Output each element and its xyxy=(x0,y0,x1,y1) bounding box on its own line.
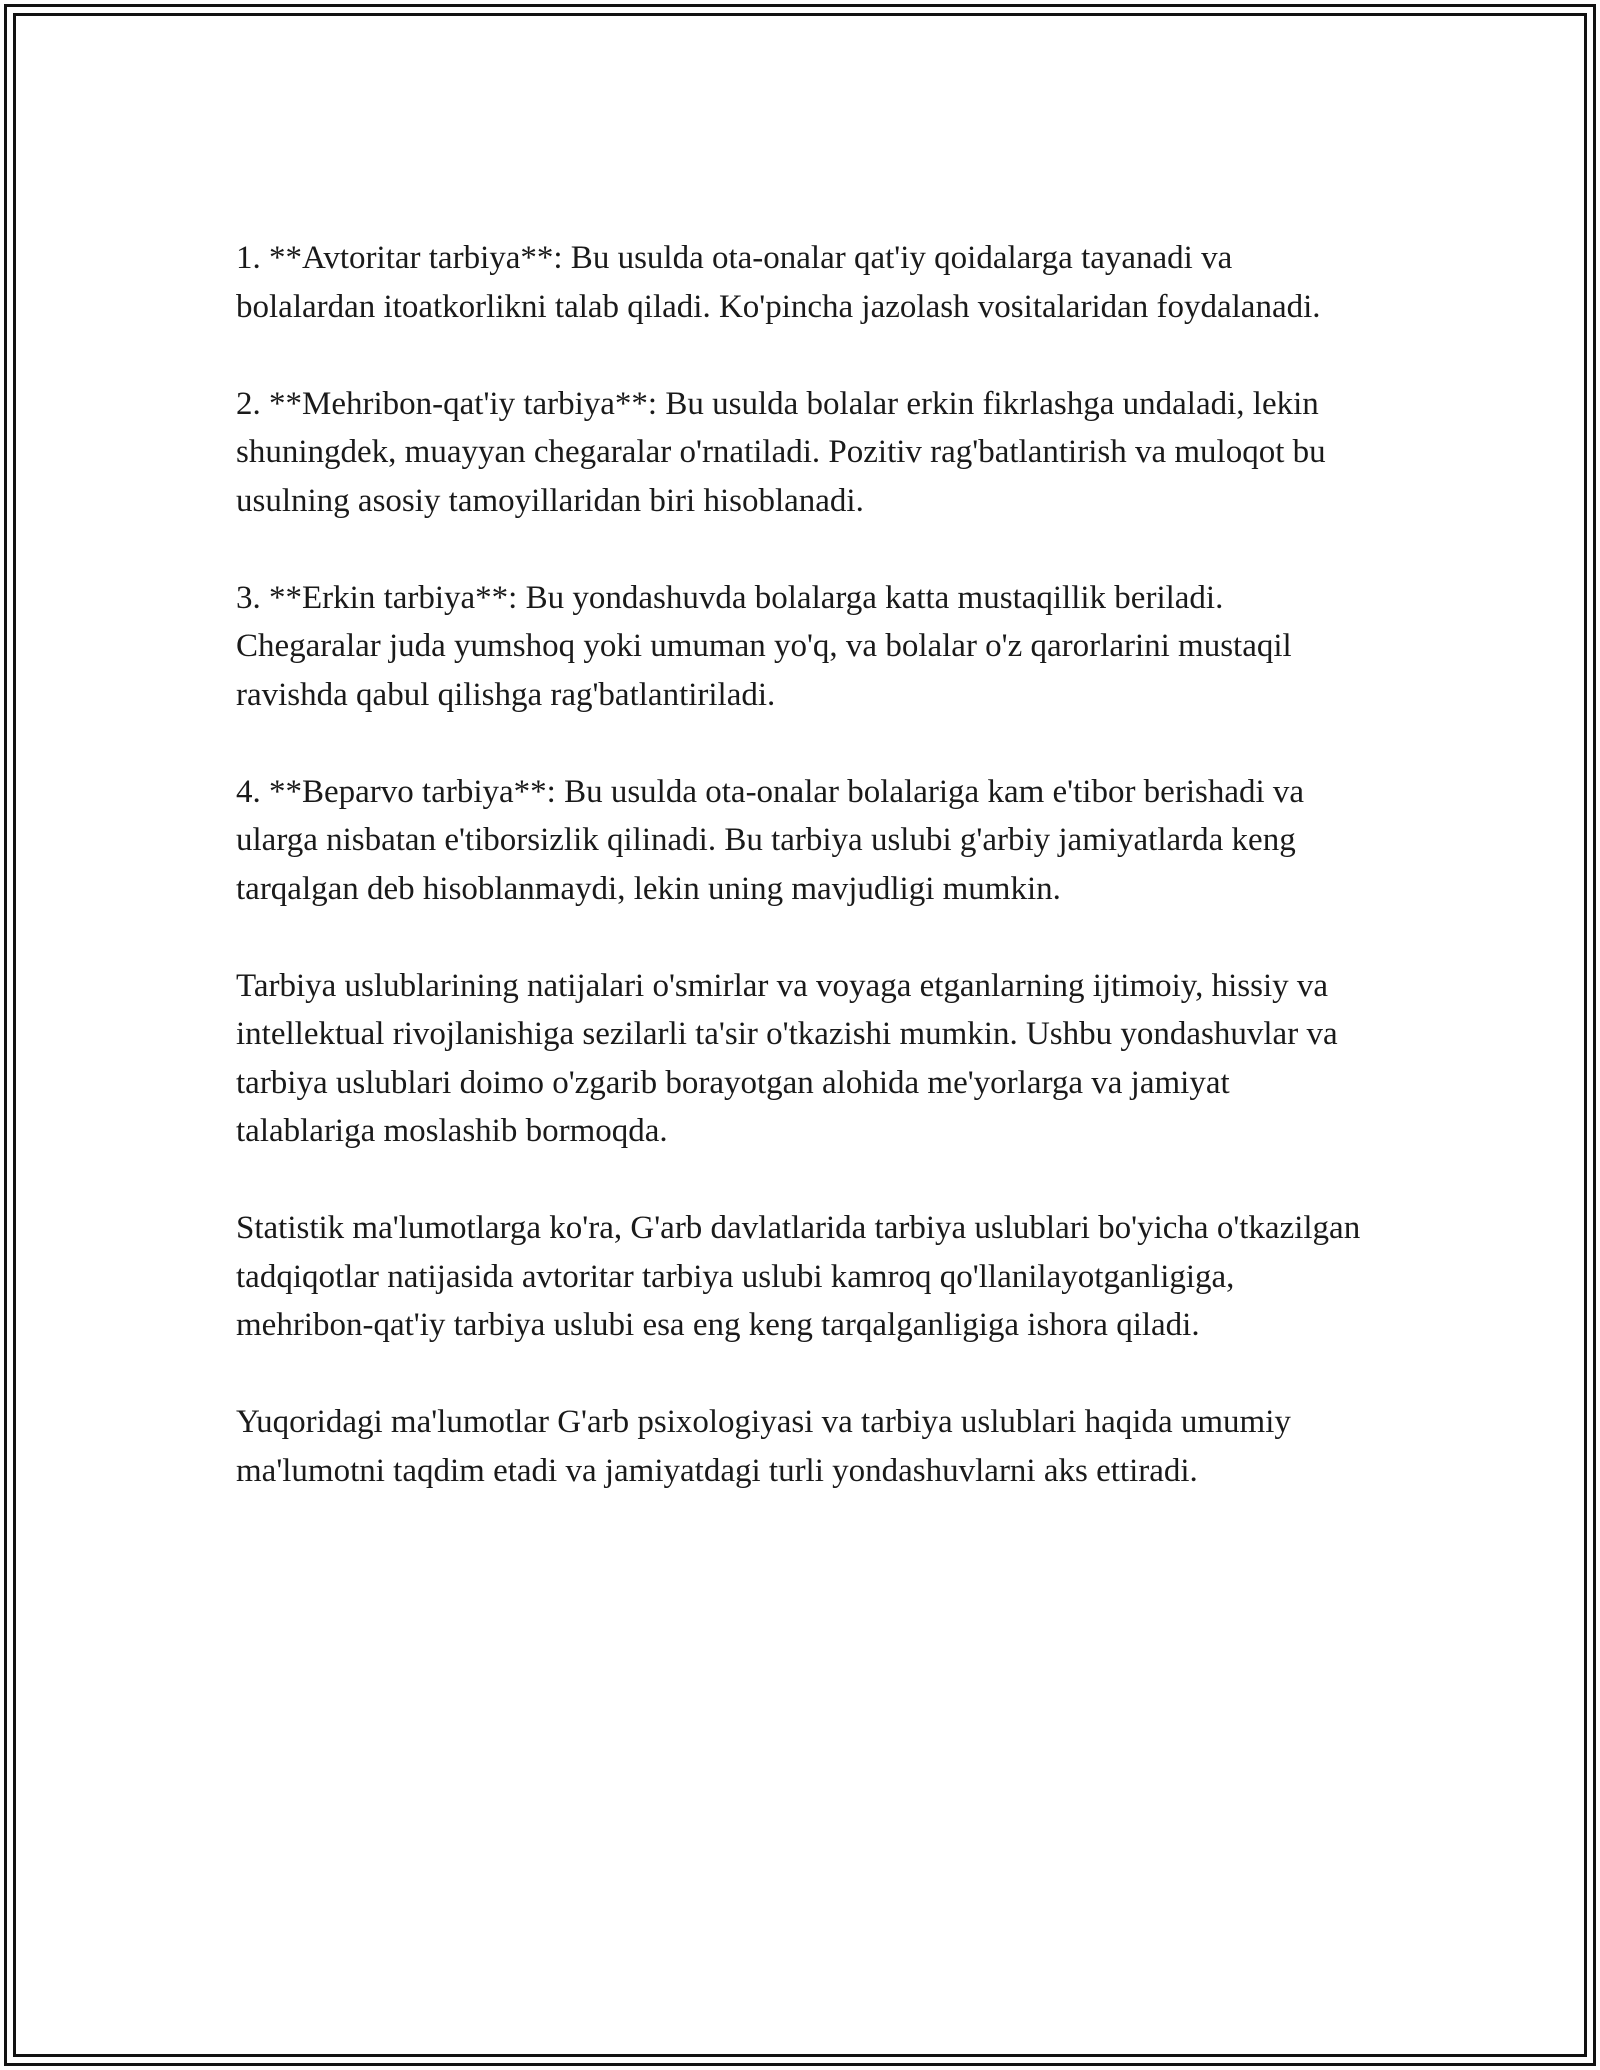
paragraph-xulosa: Yuqoridagi ma'lumotlar G'arb psixologiyasi va tarbiya uslublari haqida umumiy ma'lumotni taqdim etadi va jamiyatdagi turli yondashuvlarni aks ettiradi. xyxy=(236,1404,1291,1489)
paragraph-mehribon-qatiy-tarbiya: 2. **Mehribon-qat'iy tarbiya**: Bu usulda bolalar erkin fikrlashga undaladi, lekin shuningdek, muayyan chegaralar o'rnatiladi. Pozitiv rag'batlantirish va muloqot bu usulning asosiy tamoyillaridan biri hisoblanadi. xyxy=(236,385,1326,519)
paragraph-tarbiya-natijalari: Tarbiya uslublarining natijalari o'smirlar va voyaga etganlarning ijtimoiy, hissiy va intellektual rivojlanishiga sezilarli ta'sir o'tkazishi mumkin. Ushbu yondashuvlar va tarbiya uslublari doimo o'zgarib borayotgan alohida me'yorlarga va jamiyat talablariga moslashib bormoqda. xyxy=(236,967,1338,1149)
paragraph-beparvo-tarbiya: 4. **Beparvo tarbiya**: Bu usulda ota-onalar bolalariga kam e'tibor berishadi va ularga nisbatan e'tiborsizlik qilinadi. Bu tarbiya uslubi g'arbiy jamiyatlarda keng tarqalgan deb hisoblanmaydi, lekin uning mavjudligi mumkin. xyxy=(236,773,1305,907)
paragraph-erkin-tarbiya: 3. **Erkin tarbiya**: Bu yondashuvda bolalarga katta mustaqillik beriladi. Chegaralar juda yumshoq yoki umuman yo'q, va bolalar o'z qarorlarini mustaqil ravishda qabul qilishga rag'batlantiriladi. xyxy=(236,579,1292,713)
document-body xyxy=(236,234,1376,1495)
paragraph-avtoritar-tarbiya: 1. **Avtoritar tarbiya**: Bu usulda ota-onalar qat'iy qoidalarga tayanadi va bolalardan itoatkorlikni talab qiladi. Ko'pincha jazolash vositalaridan foydalanadi. xyxy=(236,240,1321,325)
paragraph-statistik-malumotlar: Statistik ma'lumotlarga ko'ra, G'arb davlatlarida tarbiya uslublari bo'yicha o'tkazilgan tadqiqotlar natijasida avtoritar tarbiya uslubi kamroq qo'llanilayotganligiga, mehribon-qat'iy tarbiya uslubi esa eng keng tarqalganligiga ishora qiladi. xyxy=(236,1210,1361,1343)
